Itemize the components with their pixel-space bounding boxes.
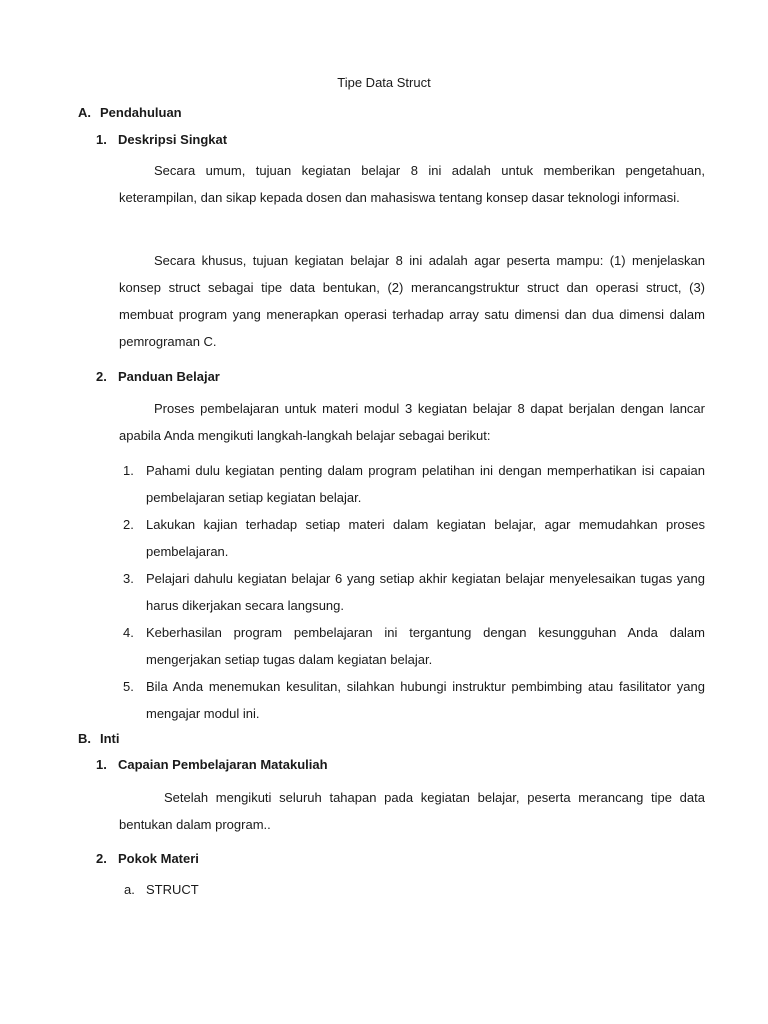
- topic-item-label: STRUCT: [146, 882, 199, 897]
- list-item: [119, 565, 705, 619]
- paragraph-general-purpose: Secara umum, tujuan kegiatan belajar 8 ini adalah untuk memberikan pengetahuan, keterampilan, dan sikap kepada dosen dan mahasiswa tentang konsep dasar teknologi informasi.: [119, 163, 705, 205]
- section-a-marker: A.: [78, 105, 91, 120]
- list-item-number: 3.: [123, 571, 134, 586]
- document-title: Tipe Data Struct: [337, 75, 431, 90]
- list-item: [119, 457, 705, 511]
- paragraph-specific-purpose: Secara khusus, tujuan kegiatan belajar 8 ini adalah agar peserta mampu: (1) menjelaskan konsep struct sebagai tipe data bentukan, (2) merancangstruktur struct dan operasi struct, (3) membuat program yang menerapkan operasi terhadap array satu dimensi dan dua dimensi dalam pemrograman C.: [119, 253, 705, 349]
- list-item-number: 4.: [123, 625, 134, 640]
- topic-item-marker: a.: [124, 882, 135, 897]
- list-item-number: 5.: [123, 679, 134, 694]
- subsection-a1-marker: 1.: [96, 132, 107, 147]
- list-item-text: Bila Anda menemukan kesulitan, silahkan hubungi instruktur pembimbing atau fasilitator yang mengajar modul ini.: [146, 679, 705, 721]
- paragraph-learning-outcome: Setelah mengikuti seluruh tahapan pada kegiatan belajar, peserta merancang tipe data bentukan dalam program..: [119, 790, 705, 832]
- subsection-b1-title: Capaian Pembelajaran Matakuliah: [118, 757, 328, 772]
- subsection-a2-title: Panduan Belajar: [118, 369, 220, 384]
- subsection-a2-heading: [96, 369, 220, 384]
- list-item-number: 2.: [123, 517, 134, 532]
- list-item: [119, 511, 705, 565]
- list-item-text: Keberhasilan program pembelajaran ini tergantung dengan kesungguhan Anda dalam mengerjakan setiap tugas dalam kegiatan belajar.: [146, 625, 705, 667]
- section-a-heading: [78, 105, 182, 120]
- subsection-a1-heading: [96, 132, 227, 147]
- subsection-b1-marker: 1.: [96, 757, 107, 772]
- subsection-b1-heading: [96, 757, 328, 772]
- section-b-title: Inti: [100, 731, 120, 746]
- list-item: [119, 619, 705, 673]
- subsection-a1-title: Deskripsi Singkat: [118, 132, 228, 147]
- list-item-text: Pelajari dahulu kegiatan belajar 6 yang setiap akhir kegiatan belajar menyelesaikan tugas yang harus dikerjakan secara langsung.: [146, 571, 705, 613]
- section-b-heading: [78, 731, 120, 746]
- list-item-number: 1.: [123, 463, 134, 478]
- paragraph-learning-guide: Proses pembelajaran untuk materi modul 3 kegiatan belajar 8 dapat berjalan dengan lancar apabila Anda mengikuti langkah-langkah belajar sebagai berikut:: [119, 401, 705, 443]
- subsection-a2-marker: 2.: [96, 369, 107, 384]
- list-item-text: Lakukan kajian terhadap setiap materi dalam kegiatan belajar, agar memudahkan proses pembelajaran.: [146, 517, 705, 559]
- subsection-b2-marker: 2.: [96, 851, 107, 866]
- topic-item-struct: [124, 882, 199, 897]
- subsection-b2-title: Pokok Materi: [118, 851, 199, 866]
- section-a-title: Pendahuluan: [100, 105, 182, 120]
- section-b-marker: B.: [78, 731, 91, 746]
- list-item: [119, 673, 705, 727]
- subsection-b2-heading: [96, 851, 199, 866]
- learning-steps-list: [119, 457, 705, 727]
- list-item-text: Pahami dulu kegiatan penting dalam program pelatihan ini dengan memperhatikan isi capaian pembelajaran setiap kegiatan belajar.: [146, 463, 705, 505]
